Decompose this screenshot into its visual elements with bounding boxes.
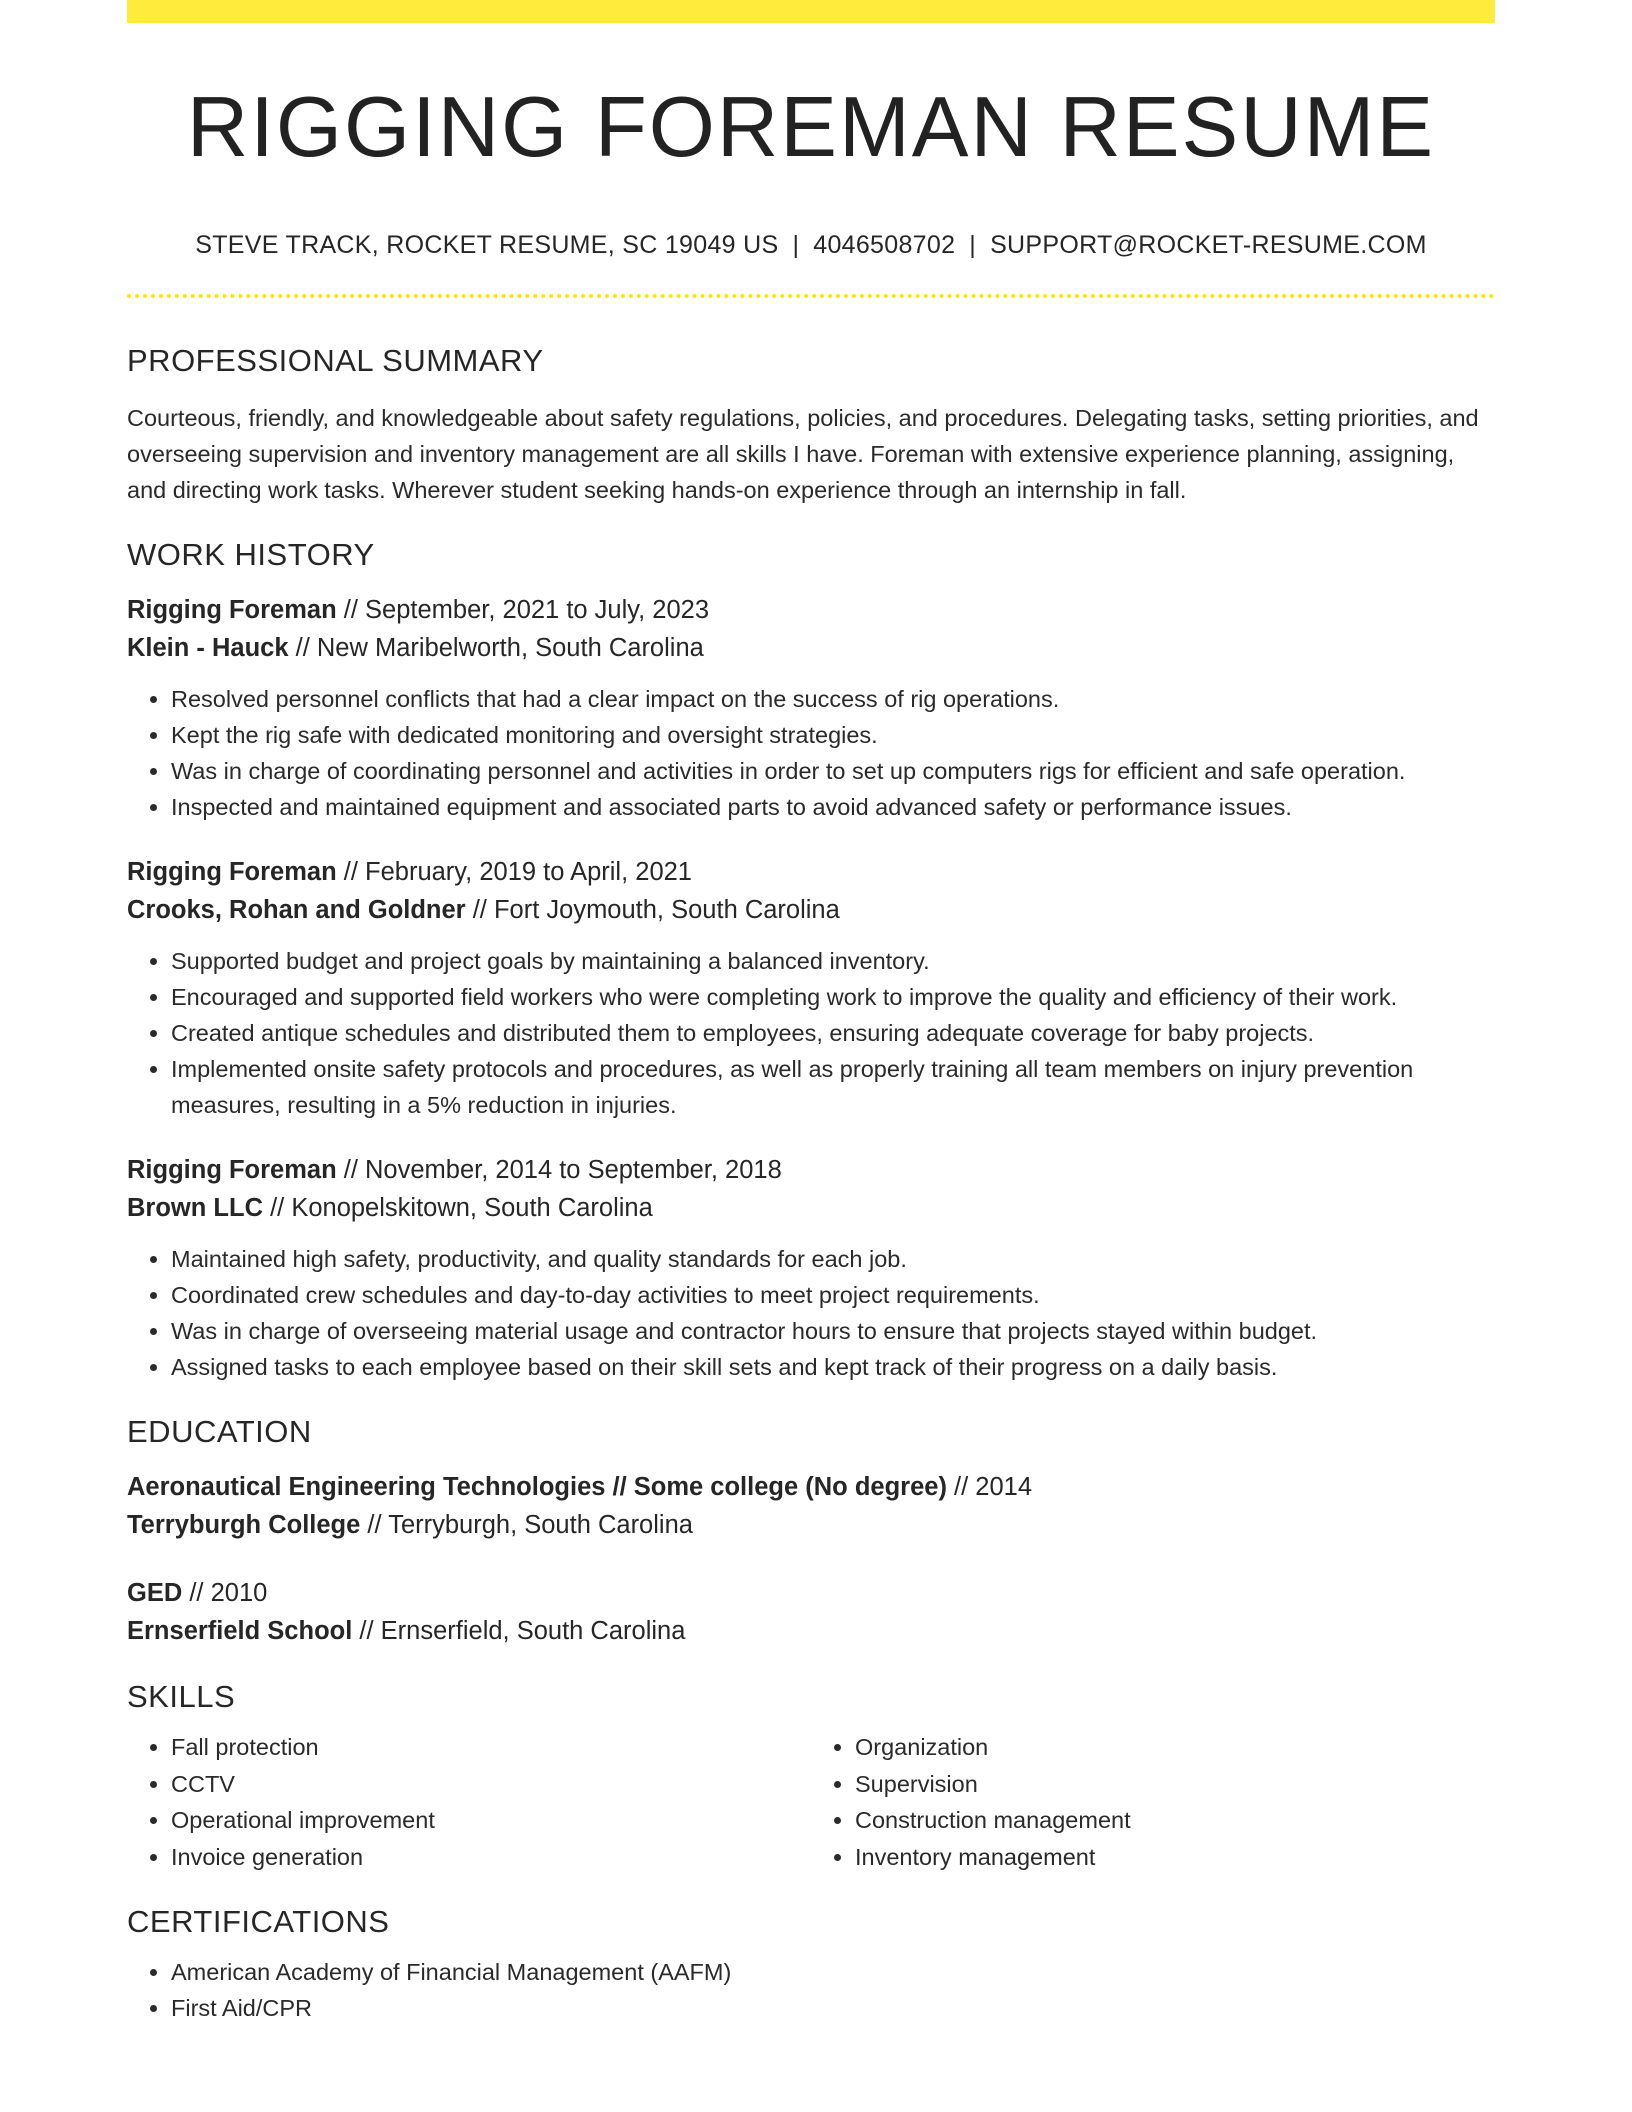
job-bullet: • Maintained high safety, productivity, and quality standards for each job. [171,1241,1495,1277]
dotted-divider [127,294,1495,298]
section-title-education: EDUCATION [127,1413,312,1449]
education-degree: Aeronautical Engineering Technologies // Some college (No degree) [127,1473,947,1502]
job-company: Crooks, Rohan and Goldner [127,895,466,924]
certification-item: • American Academy of Financial Management (AAFM) [171,1954,1495,1990]
section-title-certifications: CERTIFICATIONS [127,1904,390,1940]
skill-item: • Fall protection [171,1729,811,1766]
education-school: Terryburgh College [127,1511,361,1540]
certifications-list [127,1954,1495,2026]
job-role-line [127,1151,1495,1189]
education-degree-line [127,1468,1495,1506]
education-year: // 2010 [182,1579,268,1608]
job-bullet: • Coordinated crew schedules and day-to-day activities to meet project requirements. [171,1277,1495,1313]
contact-address: STEVE TRACK, ROCKET RESUME, SC 19049 US [195,230,779,259]
job-role-line [127,591,1495,629]
job-location: // Fort Joymouth, South Carolina [465,895,840,924]
contact-separator: | [792,230,800,259]
section-title-work-history: WORK HISTORY [127,536,375,572]
section-title-skills: SKILLS [127,1679,236,1715]
education-school-line [127,1506,1495,1544]
skill-item: • CCTV [171,1766,811,1803]
job-bullet: • Resolved personnel conflicts that had a clear impact on the success of rig operations. [171,681,1495,717]
job-role: Rigging Foreman [127,857,337,886]
education-year: // 2014 [946,1473,1033,1502]
job-bullet: • Kept the rig safe with dedicated monitoring and oversight strategies. [171,717,1495,753]
job-location: // Konopelskitown, South Carolina [262,1193,653,1222]
resume-title: RIGGING FOREMAN RESUME [186,80,1436,175]
contact-line [127,231,1495,260]
skill-item: • Organization [855,1729,1495,1766]
education-school-line [127,1612,1495,1650]
job-bullet: • Was in charge of coordinating personnel and activities in order to set up computers rigs for efficient and safe operation. [171,753,1495,789]
job-bullet: • Implemented onsite safety protocols and procedures, as well as properly training all team members on injury prevention measures, resulting in a 5% reduction in injuries. [171,1051,1495,1123]
skill-item: • Construction management [855,1802,1495,1839]
contact-separator: | [969,230,977,259]
job-bullet: • Supported budget and project goals by maintaining a balanced inventory. [171,943,1495,979]
education-school: Ernserfield School [127,1617,353,1646]
section-title-summary: PROFESSIONAL SUMMARY [127,342,544,378]
job-company: Klein - Hauck [127,633,289,662]
education-degree: GED [127,1579,183,1608]
job-bullet: • Was in charge of overseeing material usage and contractor hours to ensure that projects stayed within budget. [171,1313,1495,1349]
job-company-line [127,1189,1495,1227]
job-bullet: • Encouraged and supported field workers who were completing work to improve the quality and efficiency of their work. [171,979,1495,1015]
skill-item: • Invoice generation [171,1839,811,1876]
job-bullet: • Assigned tasks to each employee based on their skill sets and kept track of their progress on a daily basis. [171,1349,1495,1385]
certification-item: • First Aid/CPR [171,1990,1495,2026]
contact-phone: 4046508702 [813,230,956,259]
job-bullet: • Inspected and maintained equipment and associated parts to avoid advanced safety or performance issues. [171,789,1495,825]
job-dates: // February, 2019 to April, 2021 [336,857,692,886]
education-location: // Terryburgh, South Carolina [360,1511,693,1540]
job-entry [127,1151,1495,1385]
job-company-line [127,629,1495,667]
skills-list-left [127,1729,811,1875]
summary-text: Courteous, friendly, and knowledgeable about safety regulations, policies, and procedures. Delegating tasks, setting priorities, and overseeing supervision and inventory management are all skills I have. Foreman with extensive experience planning, assigning, and directing work tasks. Wherever student seeking hands-on experience through an internship in fall. [127,404,1479,503]
accent-top-bar [127,0,1495,23]
skill-item: • Operational improvement [171,1802,811,1839]
job-role: Rigging Foreman [127,1155,337,1184]
job-location: // New Maribelworth, South Carolina [288,633,704,662]
contact-email: SUPPORT@ROCKET-RESUME.COM [990,230,1427,259]
job-dates: // September, 2021 to July, 2023 [336,595,710,624]
resume-page [127,0,1495,2026]
job-entry [127,853,1495,1123]
skill-item: • Supervision [855,1766,1495,1803]
skills-list-right [811,1729,1495,1875]
job-bullets [127,943,1495,1123]
education-entry [127,1468,1495,1544]
job-role-line [127,853,1495,891]
skills-columns [127,1729,1495,1875]
job-bullets [127,1241,1495,1385]
education-entry [127,1574,1495,1650]
job-entry [127,591,1495,825]
job-dates: // November, 2014 to September, 2018 [336,1155,782,1184]
job-bullet: • Created antique schedules and distributed them to employees, ensuring adequate coverage for baby projects. [171,1015,1495,1051]
job-bullets [127,681,1495,825]
job-company: Brown LLC [127,1193,263,1222]
education-location: // Ernserfield, South Carolina [352,1617,686,1646]
education-degree-line [127,1574,1495,1612]
skill-item: • Inventory management [855,1839,1495,1876]
job-company-line [127,891,1495,929]
job-role: Rigging Foreman [127,595,337,624]
